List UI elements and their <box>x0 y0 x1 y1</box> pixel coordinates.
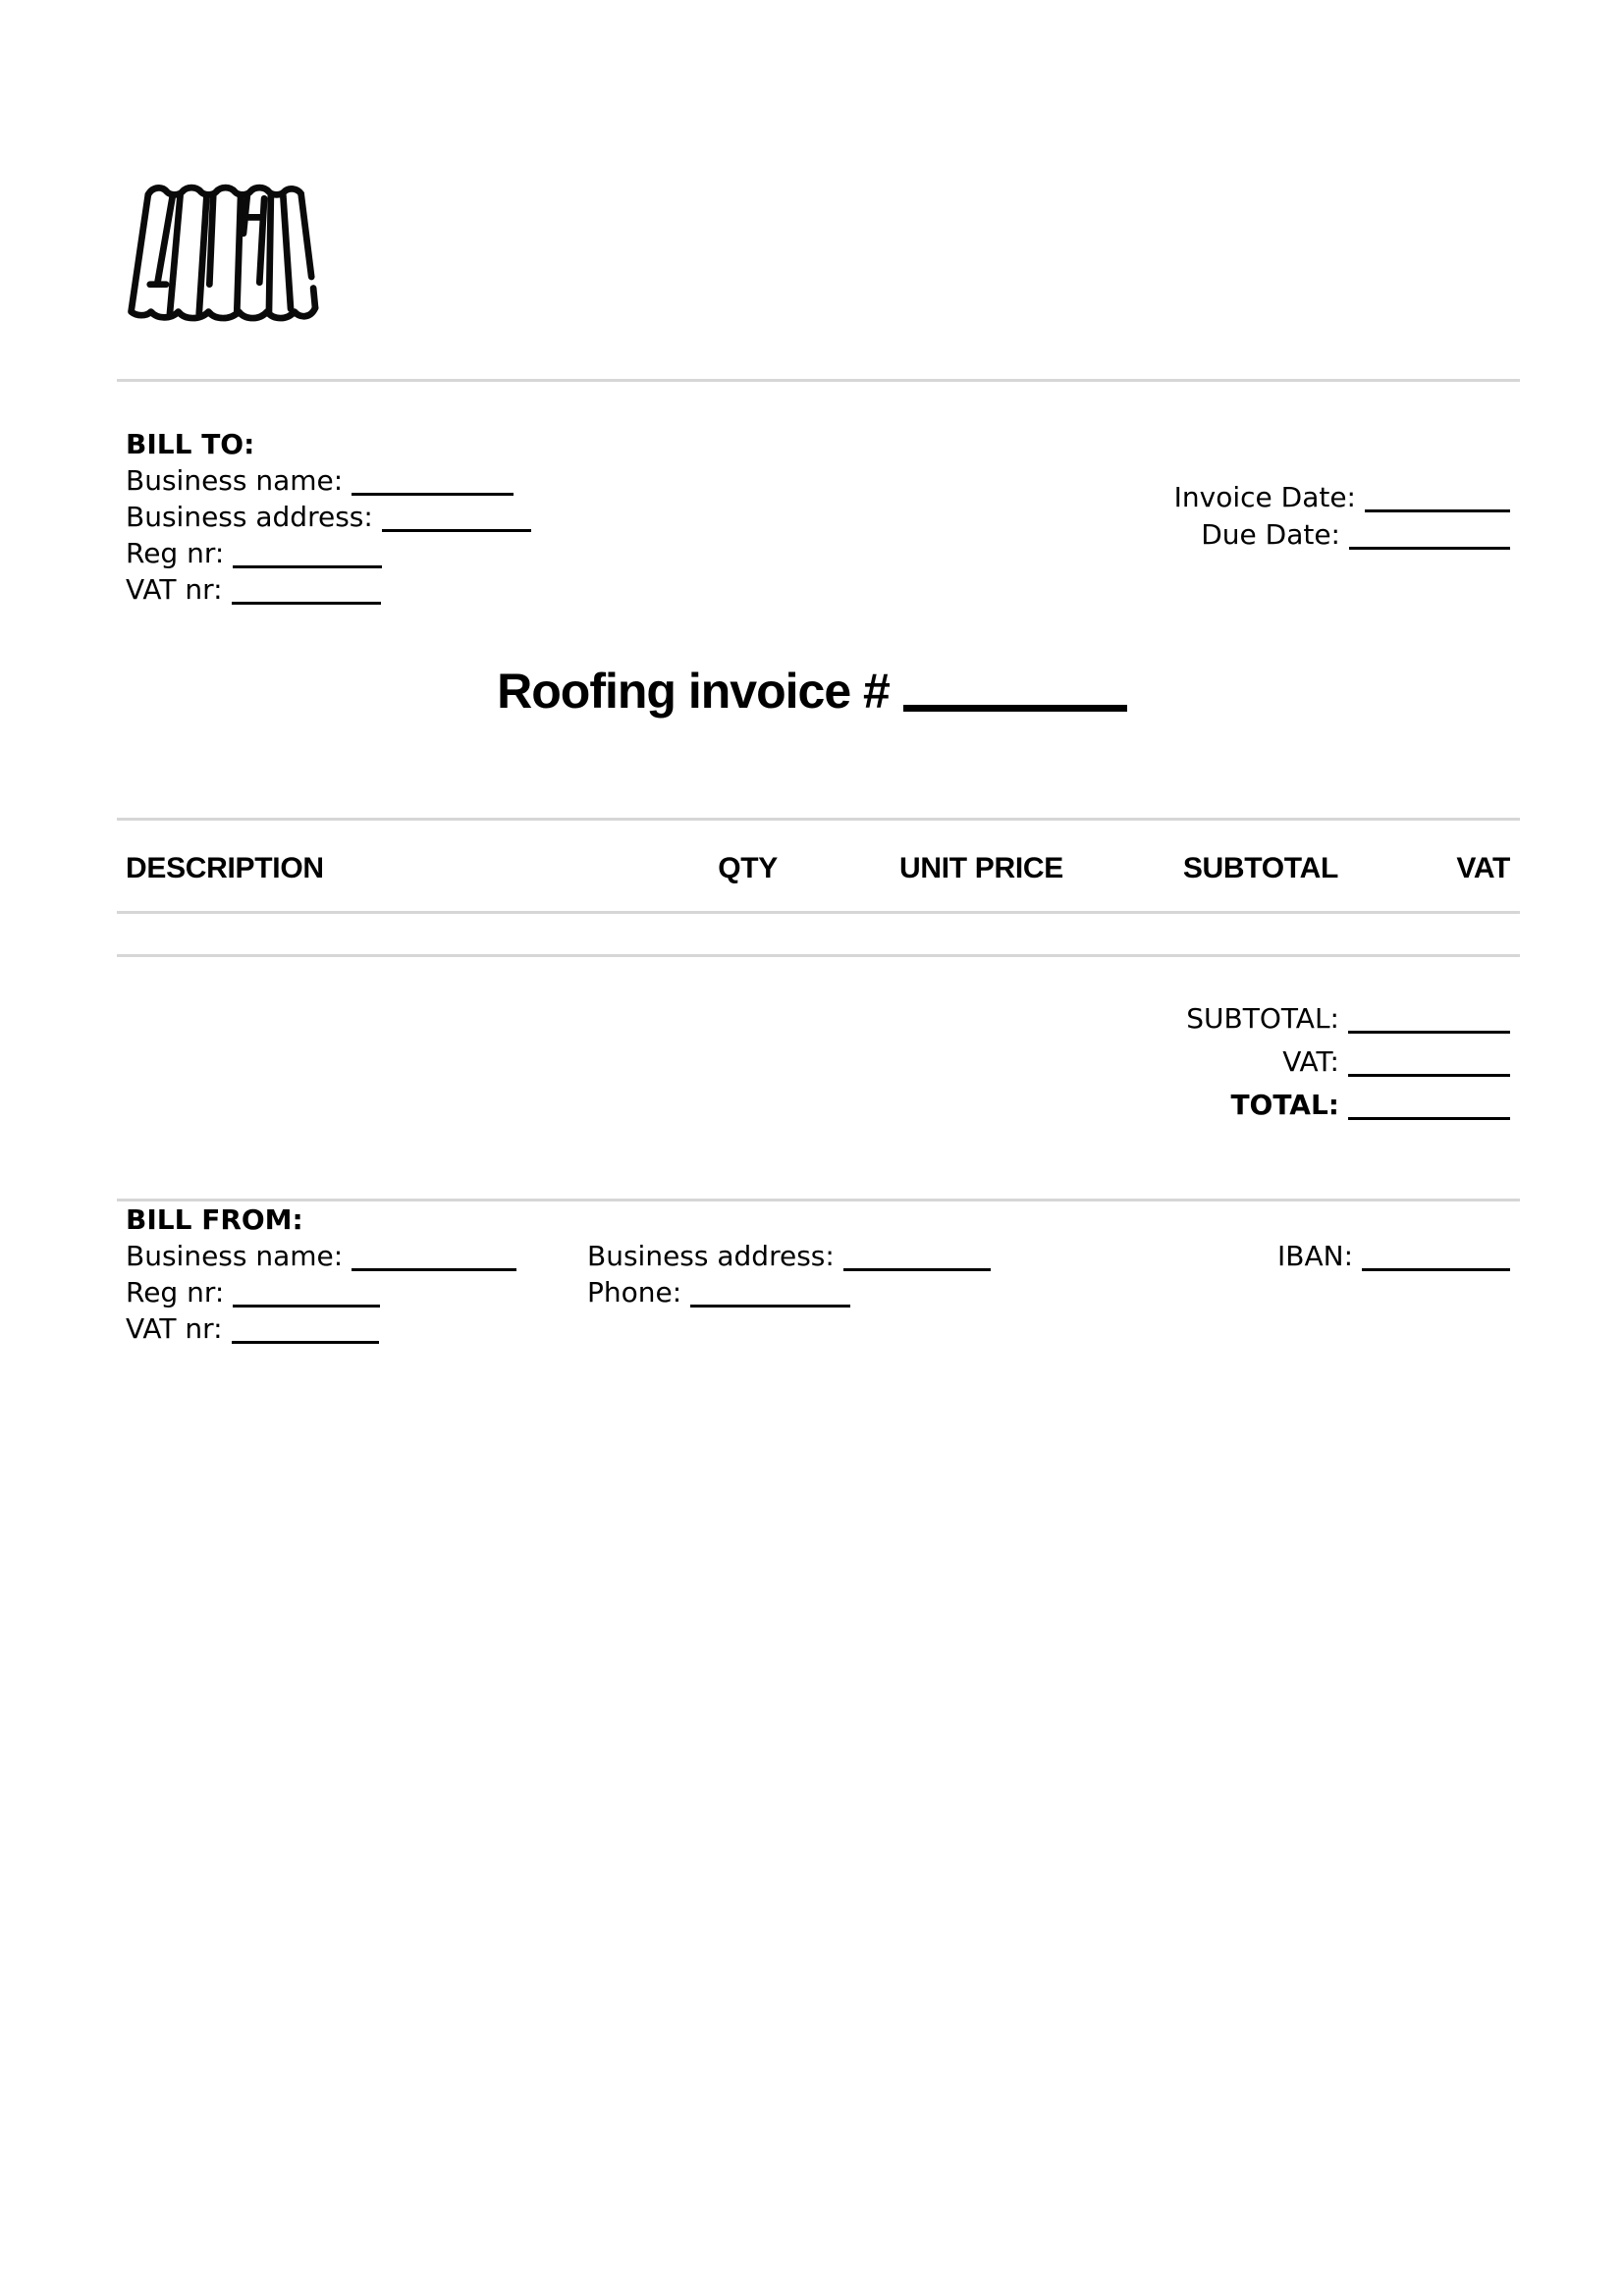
business-address-label: Business address: <box>126 501 373 533</box>
vat-total-label: VAT: <box>1282 1045 1339 1078</box>
vat-total-row <box>1186 1041 1510 1084</box>
column-description: DESCRIPTION <box>126 852 324 884</box>
due-date-blank[interactable] <box>1349 520 1510 550</box>
subtotal-row <box>1186 997 1510 1041</box>
bill-from-section <box>126 1201 1510 1347</box>
totals-section <box>1186 997 1510 1127</box>
reg-nr-label: Reg nr: <box>126 537 225 569</box>
bf-business-name-blank[interactable] <box>352 1242 516 1271</box>
field-row <box>126 535 531 571</box>
field-row <box>126 1310 587 1347</box>
vat-nr-label: VAT nr: <box>126 573 223 606</box>
bf-business-address-label: Business address: <box>587 1240 835 1272</box>
grand-total-row <box>1186 1084 1510 1127</box>
page-title <box>0 662 1624 721</box>
page-title-text: Roofing invoice # <box>497 664 890 719</box>
bf-reg-nr-blank[interactable] <box>233 1278 380 1308</box>
vat-nr-blank[interactable] <box>232 575 381 605</box>
bill-from-heading: BILL FROM: <box>126 1203 303 1236</box>
corrugated-roof-icon <box>116 179 320 326</box>
divider-line <box>117 911 1520 914</box>
business-name-blank[interactable] <box>352 466 514 496</box>
business-address-blank[interactable] <box>382 503 531 532</box>
due-date-label: Due Date: <box>1201 518 1340 551</box>
column-subtotal: SUBTOTAL <box>1182 852 1338 884</box>
bill-from-left-column <box>126 1238 587 1347</box>
invoice-number-blank[interactable] <box>903 672 1127 712</box>
due-date-row <box>1174 516 1510 554</box>
invoice-date-blank[interactable] <box>1365 483 1510 512</box>
bf-business-name-label: Business name: <box>126 1240 344 1272</box>
bf-phone-label: Phone: <box>587 1276 682 1308</box>
vat-total-blank[interactable] <box>1348 1047 1510 1077</box>
bf-reg-nr-label: Reg nr: <box>126 1276 225 1308</box>
invoice-date-row <box>1174 479 1510 516</box>
field-row <box>587 1238 1277 1274</box>
business-name-label: Business name: <box>126 464 344 497</box>
field-row <box>587 1274 1277 1310</box>
reg-nr-blank[interactable] <box>233 539 382 568</box>
subtotal-label: SUBTOTAL: <box>1186 1002 1339 1035</box>
iban-blank[interactable] <box>1362 1242 1510 1271</box>
invoice-dates-section <box>1174 479 1510 554</box>
field-row <box>126 499 531 535</box>
grand-total-blank[interactable] <box>1348 1091 1510 1120</box>
bill-from-right-column <box>1277 1238 1510 1347</box>
grand-total-label: TOTAL: <box>1230 1089 1339 1121</box>
bf-vat-nr-label: VAT nr: <box>126 1312 223 1345</box>
subtotal-blank[interactable] <box>1348 1004 1510 1034</box>
divider-line <box>117 954 1520 957</box>
column-unit-price: UNIT PRICE <box>898 852 1063 884</box>
items-table-header <box>126 852 1510 885</box>
field-row <box>126 1274 587 1310</box>
bill-to-section <box>126 426 531 608</box>
field-row <box>126 571 531 608</box>
field-row <box>126 1238 587 1274</box>
column-vat: VAT <box>1456 852 1510 884</box>
iban-label: IBAN: <box>1277 1240 1353 1272</box>
field-row <box>1277 1238 1510 1274</box>
invoice-date-label: Invoice Date: <box>1173 481 1356 513</box>
column-qty: QTY <box>718 852 778 884</box>
divider-line <box>117 379 1520 382</box>
bill-to-heading: BILL TO: <box>126 428 255 460</box>
bill-from-middle-column <box>587 1238 1277 1347</box>
divider-line <box>117 818 1520 821</box>
field-row <box>126 462 531 499</box>
bf-business-address-blank[interactable] <box>843 1242 991 1271</box>
bf-vat-nr-blank[interactable] <box>232 1314 379 1344</box>
bf-phone-blank[interactable] <box>690 1278 850 1308</box>
